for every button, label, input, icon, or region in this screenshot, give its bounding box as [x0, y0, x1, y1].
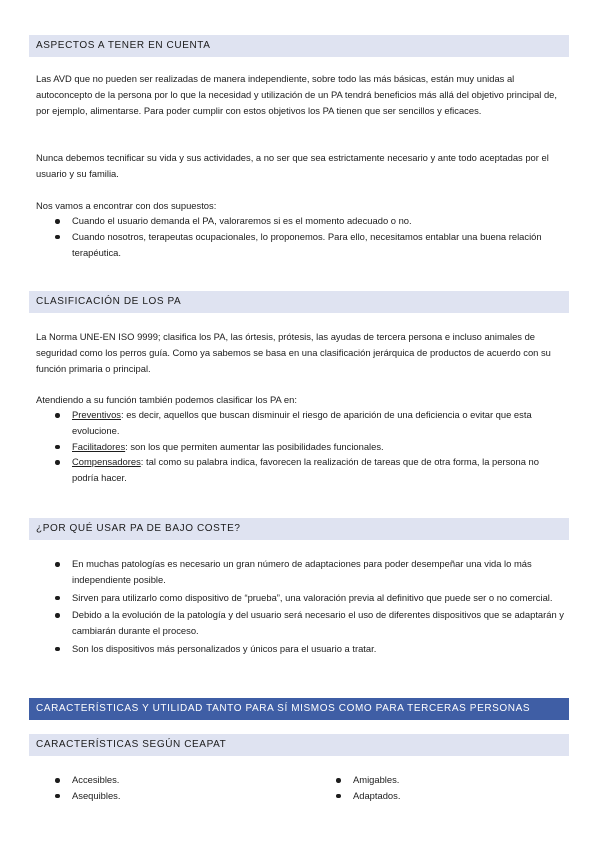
- aspectos-paragraph-2: Nunca debemos tecnificar su vida y sus actividades, a no ser que sea estrictamente necesario y ante todo aceptadas por el usuario y su familia.: [36, 152, 549, 179]
- list-item: En muchas patologías es necesario un gran número de adaptaciones para poder desempeñar una vida lo más independiente posible.: [36, 556, 566, 588]
- section-heading-ceapat: CARACTERÍSTICAS SEGÚN CEAPAT: [29, 734, 569, 756]
- list-item: Debido a la evolución de la patología y del usuario será necesario el uso de diferentes dispositivos que se adaptarán y cambiarán durante el proceso.: [36, 607, 566, 639]
- list-item: Facilitadores: son los que permiten aumentar las posibilidades funcionales.: [36, 439, 566, 455]
- bullet-icon: [55, 562, 60, 567]
- list-item: Sirven para utilizarlo como dispositivo de “prueba”, una valoración previa al definitivo que puede ser o no comercial.: [36, 590, 566, 606]
- list-item: Amigables.: [317, 772, 567, 788]
- ceapat-column-1: [36, 772, 286, 804]
- list-item: Adaptados.: [317, 788, 567, 804]
- bullet-icon: [55, 596, 60, 601]
- clasificacion-bullet-list: [36, 407, 566, 486]
- bullet-icon: [55, 613, 60, 618]
- section-heading-clasificacion: CLASIFICACIÓN DE LOS PA: [29, 291, 569, 313]
- clasificacion-paragraph-2: Atendiendo a su función también podemos clasificar los PA en:: [36, 394, 297, 405]
- bullet-icon: [336, 778, 341, 783]
- bullet-icon: [55, 219, 60, 224]
- list-item: Son los dispositivos más personalizados y únicos para el usuario a tratar.: [36, 641, 566, 657]
- bullet-icon: [55, 647, 60, 652]
- section-heading-porque: ¿POR QUÉ USAR PA DE BAJO COSTE?: [29, 518, 569, 540]
- bullet-icon: [55, 794, 60, 799]
- list-item: Cuando el usuario demanda el PA, valoraremos si es el momento adecuado o no.: [36, 213, 566, 229]
- ceapat-list-2: [317, 772, 567, 804]
- section-heading-caracteristicas: CARACTERÍSTICAS Y UTILIDAD TANTO PARA SÍ MISMOS COMO PARA TERCERAS PERSONAS: [29, 698, 569, 720]
- list-item: Accesibles.: [36, 772, 286, 788]
- bullet-icon: [55, 235, 60, 240]
- list-item: Cuando nosotros, terapeutas ocupacionales, lo proponemos. Para ello, necesitamos entablar una buena relación terapéutica.: [36, 229, 566, 261]
- ceapat-column-2: [317, 772, 567, 804]
- bullet-icon: [336, 794, 341, 799]
- list-item: Preventivos: es decir, aquellos que buscan disminuir el riesgo de aparición de una deficiencia o evitar que esta evolucione.: [36, 407, 566, 439]
- ceapat-list-1: [36, 772, 286, 804]
- bullet-icon: [55, 460, 60, 465]
- list-item: Asequibles.: [36, 788, 286, 804]
- aspectos-bullet-list: [36, 213, 566, 260]
- porque-bullet-list: [36, 556, 566, 659]
- section-heading-aspectos: ASPECTOS A TENER EN CUENTA: [29, 35, 569, 57]
- bullet-icon: [55, 413, 60, 418]
- aspectos-paragraph-1: Las AVD que no pueden ser realizadas de manera independiente, sobre todo las más básicas, están muy unidas al autoconcepto de la persona por lo que la necesidad y utilización de un PA tendrá beneficios más allá del objetivo principal de, por ejemplo, alimentarse. Para poder cumplir con estos objetivos los PA tienen que ser sencillos y eficaces.: [36, 73, 557, 116]
- bullet-icon: [55, 778, 60, 783]
- bullet-icon: [55, 445, 60, 450]
- aspectos-paragraph-3: Nos vamos a encontrar con dos supuestos:: [36, 200, 217, 211]
- list-item: Compensadores: tal como su palabra indica, favorecen la realización de tareas que de otra forma, la persona no podría hacer.: [36, 454, 566, 486]
- clasificacion-paragraph-1: La Norma UNE-EN ISO 9999; clasifica los PA, las órtesis, prótesis, las ayudas de tercera persona e incluso animales de seguridad como los perros guía. Como ya sabemos se basa en una clasificación jerárquica de productos de acuerdo con su función primaria o principal.: [36, 331, 551, 374]
